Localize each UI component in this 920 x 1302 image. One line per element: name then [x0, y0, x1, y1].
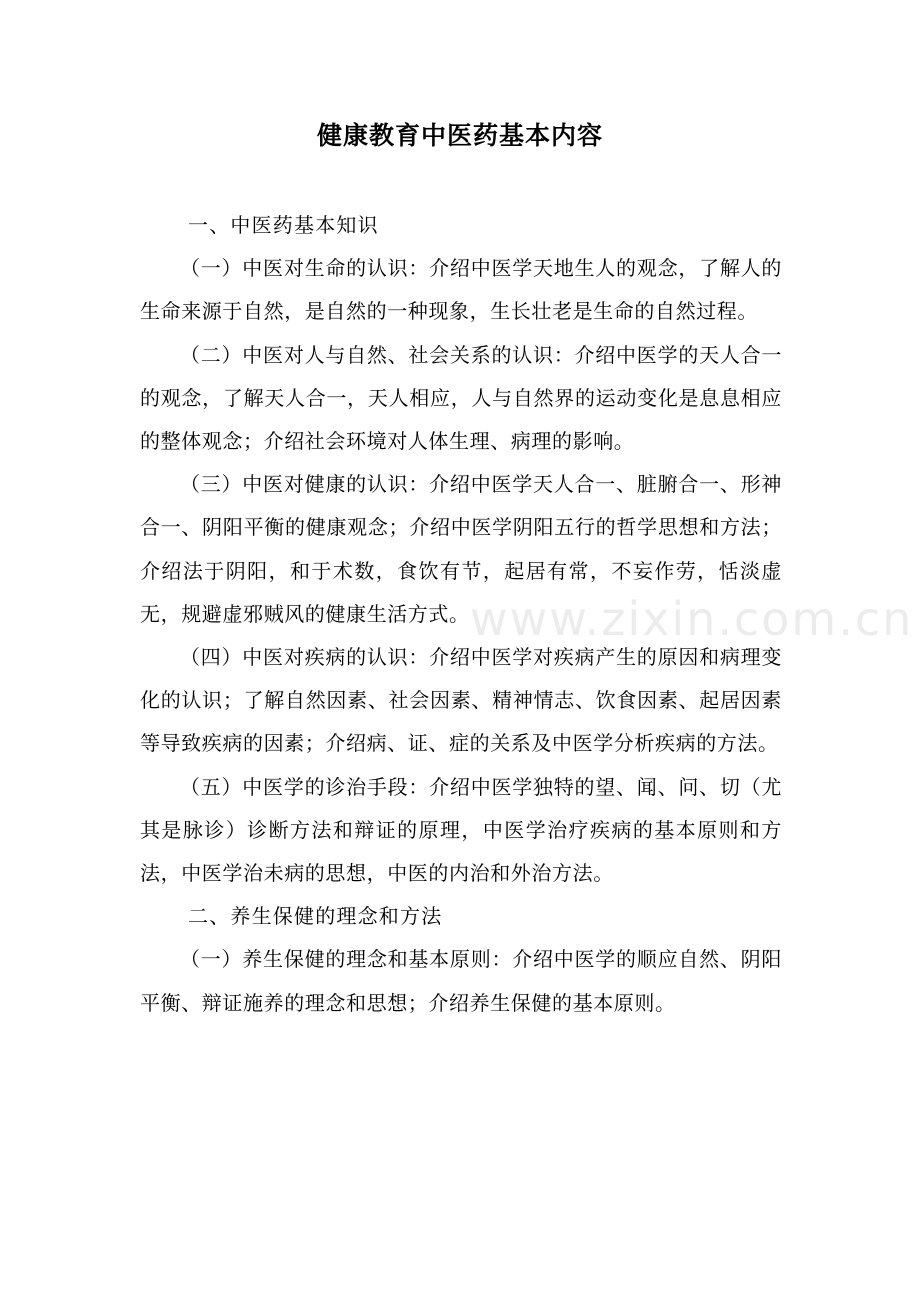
document-body [140, 204, 782, 1025]
paragraph-diagnosis: （五）中医学的诊治手段：介绍中医学独特的望、闻、问、切（尤其是脉诊）诊断方法和辩证的原理，中医学治疗疾病的基本原则和方法，中医学治未病的思想，中医的内治和外治方法。 [140, 774, 782, 886]
watermark: www.zixin.com.cn [470, 592, 914, 646]
paragraph-principles: （一）养生保健的理念和基本原则：介绍中医学的顺应自然、阴阳平衡、辩证施养的理念和思想；介绍养生保健的基本原则。 [140, 947, 782, 1015]
paragraph-disease: （四）中医对疾病的认识：介绍中医学对疾病产生的原因和病理变化的认识；了解自然因素、社会因素、精神情志、饮食因素、起居因素等导致疾病的因素；介绍病、证、症的关系及中医学分析疾病的方法。 [140, 645, 782, 756]
section-heading-2: 二、养生保健的理念和方法 [188, 904, 443, 929]
section-heading-1: 一、中医药基本知识 [188, 213, 379, 237]
paragraph-health: （三）中医对健康的认识：介绍中医学天人合一、脏腑合一、形神合一、阴阳平衡的健康观念；介绍中医学阴阳五行的哲学思想和方法；介绍法于阴阳，和于术数，食饮有节，起居有常，不妄作劳，恬淡虚无，规避虚邪贼风的健康生活方式。 [140, 472, 782, 626]
paragraph-nature-society: （二）中医对人与自然、社会关系的认识：介绍中医学的天人合一的观念，了解天人合一，天人相应，人与自然界的运动变化是息息相应的整体观念；介绍社会环境对人体生理、病理的影响。 [140, 342, 782, 454]
paragraph-life: （一）中医对生命的认识：介绍中医学天地生人的观念，了解人的生命来源于自然，是自然的一种现象，生长壮老是生命的自然过程。 [140, 256, 782, 324]
document-title: 健康教育中医药基本内容 [316, 121, 603, 150]
